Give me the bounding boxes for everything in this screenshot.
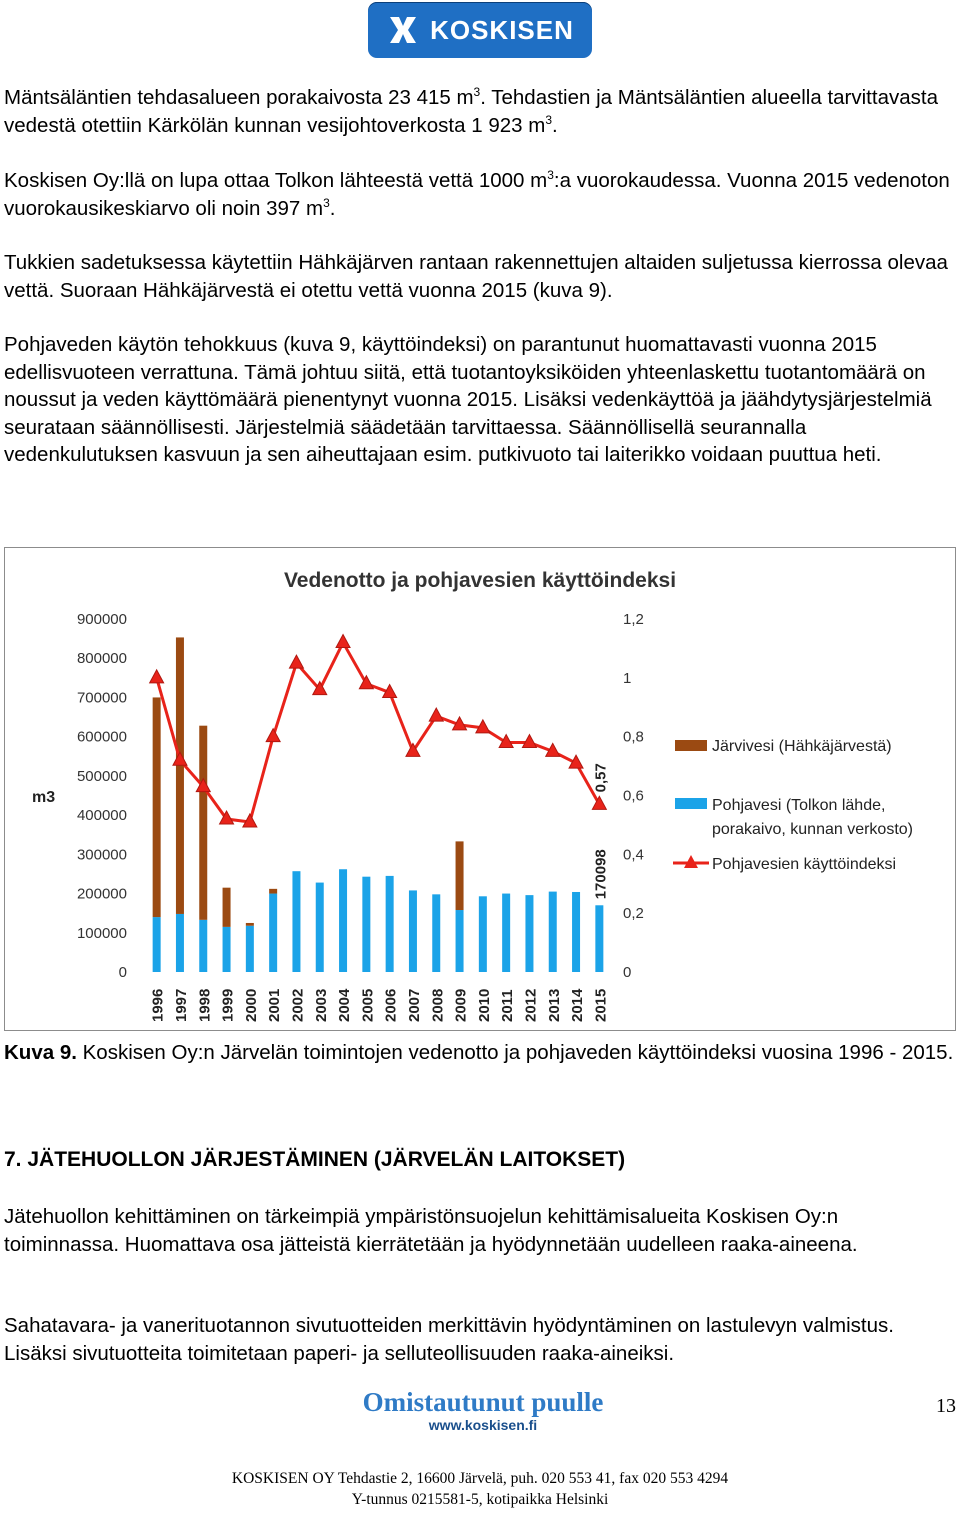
x-tick-label: 1996 <box>149 988 167 1022</box>
paragraph-waste-management: Jätehuollon kehittäminen on tärkeimpiä ympäristönsuojelun kehittämisalueita Koskisen Oy:n toiminnassa. Huomattava osa jätteistä kierrätetään ja hyödynnetään uudelleen raaka-aineena. <box>4 1205 858 1256</box>
index-point <box>289 655 303 668</box>
groundwater-bar <box>479 896 487 972</box>
paragraph-tolkko-permit: Koskisen Oy:llä on lupa ottaa Tolkon lähteestä vettä 1000 $m^3:a$ vuorokaudessa. Vuonna 2015 vedenoton vuorokausikeskiarvo oli noin 397 $m^3$. <box>4 168 950 220</box>
legend-ground-swatch <box>675 798 707 809</box>
x-tick-label: 2007 <box>405 988 423 1022</box>
legend-ground-label-line1: Pohjavesi (Tolkon lähde, <box>712 797 886 814</box>
footer-company-info <box>0 1468 960 1510</box>
paragraph-groundwater-efficiency: Pohjaveden käytön tehokkuus (kuva 9, käyttöindeksi) on parantunut huomattavasti vuonna 2015 edellisvuoteen verrattuna. Tämä johtuu siitä, että tuotantoyksiköiden yhteenlaskettu tuotantomäärä on noussut ja veden käyttömäärä pienentynyt vuonna 2015. Lisäksi vedenkäyttöä ja jäähdytysjärjestelmiä seurataan säännöllisesti. Järjestelmiä säädetään tarvittaessa. Säännöllisellä seurannalla vedenkulutuksen kasvuun ja sen aiheuttajaan esim. putkivuoto tai laiterikko voidaan puuttua heti. <box>4 333 932 466</box>
groundwater-bar <box>525 895 533 972</box>
index-series-line <box>157 643 600 822</box>
footer-business-id: Y-tunnus 0215581-5, kotipaikka Helsinki <box>351 1491 609 1508</box>
groundwater-bar <box>386 876 394 972</box>
index-point <box>173 752 187 765</box>
index-point <box>522 735 536 748</box>
water-usage-chart <box>4 547 956 1031</box>
x-tick-label: 1999 <box>219 988 237 1022</box>
groundwater-bar <box>246 926 254 972</box>
groundwater-bar <box>572 892 580 972</box>
groundwater-bar <box>199 920 207 972</box>
index-data-label: 0,57 <box>592 763 610 793</box>
koskisen-logo <box>368 2 592 58</box>
caption-label: Kuva 9. <box>4 1041 77 1064</box>
section-heading: 7. JÄTEHUOLLON JÄRJESTÄMINEN (JÄRVELÄN LAITOKSET) <box>4 1148 626 1171</box>
groundwater-bar <box>595 905 603 972</box>
footer-url: www.koskisen.fi <box>428 1417 538 1433</box>
x-tick-label: 2001 <box>266 988 284 1022</box>
x-tick-label: 2010 <box>475 988 493 1022</box>
groundwater-bar <box>456 910 464 972</box>
y-tick-label: 800000 <box>76 650 127 668</box>
y2-tick-label: 0,4 <box>623 846 644 864</box>
y-tick-label: 300000 <box>76 846 127 864</box>
y-tick-label: 500000 <box>76 767 127 785</box>
groundwater-bar <box>153 917 161 972</box>
lakewater-bar <box>153 697 161 917</box>
x-tick-label: 2013 <box>545 988 563 1022</box>
groundwater-bar <box>409 890 417 972</box>
y-tick-label: 400000 <box>76 807 127 825</box>
paragraph-log-sprinkling: Tukkien sadetuksessa käytettiin Hähkäjärven rantaan rakennettujen altaiden suljetussa kierrossa olevaa vettä. Suoraan Hähkäjärvestä ei otettu vettä vuonna 2015 (kuva 9). <box>4 251 948 302</box>
y-tick-label: 700000 <box>76 689 127 707</box>
groundwater-bar <box>176 914 184 972</box>
groundwater-bar <box>549 892 557 972</box>
y-tick-label: 600000 <box>76 728 127 746</box>
groundwater-bar <box>432 894 440 972</box>
lakewater-bar <box>246 923 254 926</box>
index-point <box>336 635 350 648</box>
footer-slogan: Omistautunut puulle <box>362 1387 604 1417</box>
x-tick-label: 2006 <box>382 988 400 1022</box>
footer-address: KOSKISEN OY Tehdastie 2, 16600 Järvelä, puh. 020 553 41, fax 020 553 4294 <box>231 1470 729 1487</box>
caption-text: Koskisen Oy:n Järvelän toimintojen vedenotto ja pohjaveden käyttöindeksi vuosina 1996 - 2015. <box>76 1041 954 1064</box>
chart-svg <box>5 548 955 1030</box>
index-point <box>150 670 164 683</box>
legend-lake-label: Järvivesi (Hähkäjärvestä) <box>712 738 892 755</box>
legend-lake-swatch <box>675 740 707 751</box>
groundwater-bar <box>316 883 324 972</box>
y-tick-label: 200000 <box>76 885 127 903</box>
groundwater-bar <box>362 877 370 972</box>
lakewater-bar <box>223 888 231 927</box>
x-tick-label: 2009 <box>452 988 470 1022</box>
x-tick-label: 2000 <box>242 988 260 1022</box>
y2-tick-label: 0,8 <box>623 728 644 746</box>
y-tick-label: 100000 <box>76 924 127 942</box>
x-tick-label: 2011 <box>499 989 517 1022</box>
paragraph-water-network: Mäntsäläntien tehdasalueen porakaivosta 23 415 $m^3$. Tehdastien ja Mäntsäläntien alueella tarvittavasta vedestä otettiin Kärkölän kunnan vesijohtoverkosta 1 923 $m^3$. <box>4 85 938 137</box>
y-tick-label: 0 <box>118 964 127 981</box>
groundwater-data-label: 170098 <box>592 849 610 900</box>
x-tick-label: 1998 <box>196 988 214 1022</box>
lakewater-bar <box>269 889 277 894</box>
groundwater-bar <box>339 869 347 972</box>
lakewater-bar <box>456 841 464 910</box>
page-number: 13 <box>936 1395 956 1417</box>
x-tick-label: 2003 <box>312 988 330 1022</box>
footer-brand <box>338 1387 628 1433</box>
groundwater-bar <box>269 894 277 972</box>
y2-tick-label: 0 <box>623 964 632 981</box>
index-point <box>429 708 443 721</box>
lakewater-bar <box>199 726 207 920</box>
x-tick-label: 2012 <box>522 988 540 1022</box>
x-tick-label: 2015 <box>592 988 610 1022</box>
index-point <box>266 729 280 742</box>
x-tick-label: 2008 <box>429 988 447 1022</box>
y2-tick-label: 1 <box>623 669 632 687</box>
y2-tick-label: 0,6 <box>623 787 644 805</box>
legend-index-label: Pohjavesien käyttöindeksi <box>712 856 897 873</box>
paragraph-byproducts: Sahatavara- ja vanerituotannon sivutuotteiden merkittävin hyödyntäminen on lastulevyn valmistus. Lisäksi sivutuotteita toimitetaan paperi- ja selluteollisuuden raaka-aineiksi. <box>4 1314 894 1365</box>
lakewater-bar <box>176 637 184 914</box>
x-tick-label: 2005 <box>359 988 377 1022</box>
logo-text: KOSKISEN <box>430 14 574 45</box>
groundwater-bar <box>502 894 510 972</box>
chart-title: Vedenotto ja pohjavesien käyttöindeksi <box>283 569 677 592</box>
legend-ground-label-line2: porakaivo, kunnan verkosto) <box>712 821 913 838</box>
groundwater-bar <box>292 871 300 972</box>
logo-mark-icon <box>386 13 420 47</box>
y-tick-label: 900000 <box>76 611 127 628</box>
y2-tick-label: 0,2 <box>623 905 644 923</box>
x-tick-label: 2004 <box>336 988 354 1022</box>
y2-tick-label: 1,2 <box>623 611 644 628</box>
x-tick-label: 2014 <box>569 988 587 1022</box>
figure-caption <box>4 1039 956 1067</box>
x-tick-label: 1997 <box>172 988 190 1022</box>
x-tick-label: 2002 <box>289 988 307 1022</box>
groundwater-bar <box>223 927 231 972</box>
chart-ylabel: m3 <box>32 789 56 806</box>
